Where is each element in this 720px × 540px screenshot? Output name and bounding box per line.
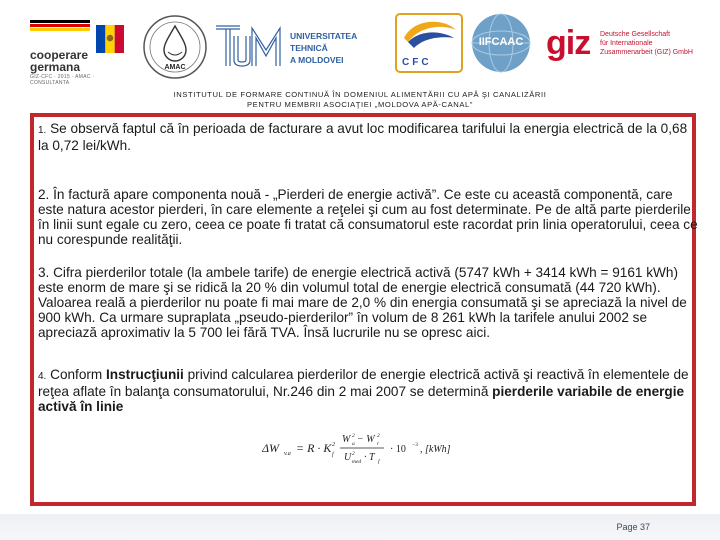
giz-line1: Deutsche Gesellschaft — [600, 31, 671, 38]
formula-den-t-sub: f — [378, 459, 380, 465]
losses-formula — [262, 428, 462, 468]
formula-factor-sup: −3 — [412, 442, 418, 448]
utm-line1: UNIVERSITATEA TEHNICĂ — [290, 31, 357, 53]
cooperare-germana-logo — [30, 20, 130, 86]
giz-line3: Zusammenarbeit (GIZ) GmbH — [600, 49, 693, 56]
amac-seal-icon — [142, 14, 208, 80]
cfc-logo — [394, 12, 466, 74]
formula-lhs-sub: v.a — [284, 451, 291, 457]
germana-label: germana — [30, 60, 81, 74]
utm-line2: A MOLDOVEI — [290, 55, 344, 65]
formula-num: W — [342, 434, 351, 445]
ifcaac-logo — [470, 12, 532, 74]
moldova-flag-icon — [96, 24, 124, 54]
utm-mark-icon — [214, 22, 288, 70]
formula-den: U — [344, 452, 352, 463]
formula-num2-sub: r — [377, 441, 380, 447]
instructiunii-bold: Instrucţiunii — [106, 367, 184, 382]
giz-logo — [546, 26, 716, 78]
amac-seal-logo — [142, 14, 208, 80]
pierderile-variabile-bold: pierderile variabile de energie activă în linie — [38, 384, 685, 414]
logo-band — [0, 0, 720, 86]
paragraph-1-number: 1. — [38, 125, 47, 136]
paragraph-1 — [38, 121, 700, 153]
paragraph-4 — [38, 367, 700, 414]
formula-den-sub: med — [352, 459, 362, 465]
formula-num-sup: 2 — [352, 433, 355, 439]
utm-logo — [214, 22, 386, 70]
header-line1: INSTITUTUL DE FORMARE CONTINUĂ ÎN DOMENIUL ALIMENTĂRII CU APĂ ŞI CANALIZĂRII — [173, 90, 547, 99]
formula-lhs: ΔW — [262, 441, 280, 455]
paragraph-4-number: 4. — [38, 371, 47, 382]
paragraph-1-text: Se observă faptul că în perioada de facturare a avut loc modificarea tarifului la energia electrică de la 0,68 la 0,72 lei/kWh. — [38, 121, 688, 153]
page-number: Page 37 — [616, 522, 650, 532]
cfc-label: CFC — [402, 57, 432, 68]
paragraph-3: 3. Cifra pierderilor totale (la ambele tarife) de energie electrică activă (5747 kWh + 3414 kWh = 9161 kWh) este enorm de mare şi se ridică la 20 % din volumul total de energie electrică consumată (44 720 kWh). Valoarea reală a pierderilor nu poate fi mai mare de 2,0 % din energia consumată şi se apreciază la nivel de 900 kWh. Ca urmare supraplata „pseudo-pierderilor” în volum de 8 261 kWh la tarifele anului 2002 se apreciază aproximativ la 5 700 lei fără TVA. Însă lucrurile nu se opresc aici. — [38, 265, 687, 340]
paragraph-4-pre: Conform — [46, 367, 107, 382]
formula-num2: − W — [357, 434, 375, 445]
formula-k-sub: f — [332, 452, 334, 458]
content-frame — [30, 113, 696, 506]
ifcaac-label: IIFCAAC — [478, 36, 524, 48]
giz-line2: für Internationale — [600, 40, 653, 47]
page-footer — [0, 514, 720, 540]
cooperare-sub-label: GIZ-CFC · 2015 · AMAC · CONSULTANTA — [30, 74, 95, 86]
cooperare-label: cooperare — [30, 48, 89, 62]
formula-num2-sup: 2 — [377, 433, 380, 439]
header-line2: PENTRU MEMBRII ASOCIAŢIEI „MOLDOVA APĂ-CANAL” — [246, 100, 474, 109]
formula-factor: · 10 — [390, 444, 406, 455]
formula-k-sup: 2 — [332, 442, 335, 448]
formula-den-t: · T — [364, 452, 375, 463]
amac-label: AMAC — [164, 64, 186, 71]
formula-den-sup: 2 — [352, 451, 355, 457]
giz-mark: giz — [546, 24, 591, 62]
paragraph-2: 2. În factură apare componenta nouă - „Pierderi de energie activă”. Ce este cu această componentă, care este natura acestor pierderi, în care elemente a reţelei şi cum au fost determinate. Pe de altă parte pierderile în linii sunt egale cu zero, ceea ce poate fi tratat că consumatorul este racordat prin linia operatorului, ceea ce nu corespunde realităţii. — [38, 187, 698, 247]
institute-header — [0, 90, 720, 110]
paragraph-4-mid: privind calcularea pierderilor de energie electrică activă şi reactivă în elementele de reţea aflate în balanţa consumatorului, Nr.246 din 2 mai 2007 se determină — [38, 367, 689, 399]
formula-num-sub: a — [352, 441, 355, 447]
formula-unit: , [kWh] — [420, 444, 451, 455]
formula-eq: = R · K — [296, 441, 332, 455]
